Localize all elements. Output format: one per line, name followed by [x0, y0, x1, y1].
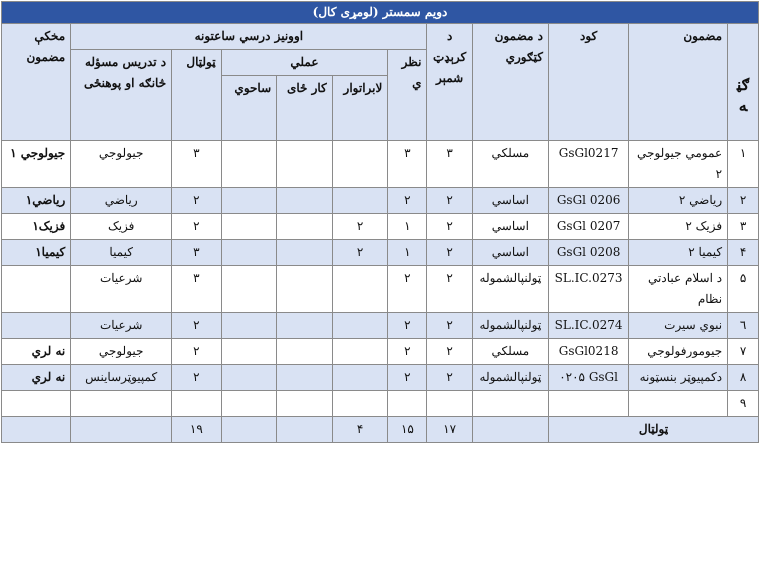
- cell-number: ۷: [728, 339, 759, 365]
- cell-field: [221, 141, 277, 188]
- table-row: [2, 365, 759, 391]
- cell-category: مسلکي: [472, 339, 548, 365]
- cell-total: ۳: [172, 240, 221, 266]
- cell-code: GsGl 0208: [548, 240, 628, 266]
- cell-subject: [629, 391, 728, 417]
- cell-prereq: نه لري: [2, 339, 71, 365]
- cell-category: اساسي: [472, 188, 548, 214]
- totals-total: ۱۹: [172, 417, 221, 443]
- cell-subject: نبوي سیرت: [629, 313, 728, 339]
- header-prereq: مخکې مضمون: [2, 24, 71, 141]
- cell-number: ۴: [728, 240, 759, 266]
- cell-total: ۲: [172, 339, 221, 365]
- cell-theory: ۲: [388, 188, 427, 214]
- cell-subject: عمومي جیولوجي ۲: [629, 141, 728, 188]
- cell-code: GsGl0218: [548, 339, 628, 365]
- totals-lab: ۴: [332, 417, 388, 443]
- cell-code: [548, 391, 628, 417]
- cell-credits: [427, 391, 472, 417]
- header-dept: د تدریس مسؤله څانګه او پوهنځی: [71, 50, 172, 141]
- cell-category: اساسي: [472, 214, 548, 240]
- totals-row: [2, 417, 759, 443]
- cell-lab: ۲: [332, 240, 388, 266]
- cell-dept: ریاضي: [71, 188, 172, 214]
- cell-prereq: کیمیا۱: [2, 240, 71, 266]
- cell-prereq: ریاضي۱: [2, 188, 71, 214]
- cell-theory: [388, 391, 427, 417]
- cell-lab: [332, 365, 388, 391]
- totals-label: ټولټال: [548, 417, 758, 443]
- cell-theory: ۲: [388, 365, 427, 391]
- cell-lab: ۲: [332, 214, 388, 240]
- cell-dept: شرعیات: [71, 266, 172, 313]
- cell-credits: ۲: [427, 365, 472, 391]
- header-weekly-hours: اوونیز درسي ساعتونه: [71, 24, 427, 50]
- cell-field: [221, 391, 277, 417]
- table-row: [2, 266, 759, 313]
- cell-category: [472, 391, 548, 417]
- cell-workshop: [277, 240, 333, 266]
- cell-credits: ۲: [427, 266, 472, 313]
- cell-field: [221, 188, 277, 214]
- table-row: [2, 391, 759, 417]
- totals-prereq: [2, 417, 71, 443]
- header-row: [2, 24, 759, 50]
- table-row: [2, 339, 759, 365]
- header-subject: مضمون: [629, 24, 728, 141]
- cell-category: ټولنپالشموله: [472, 365, 548, 391]
- title-row: [2, 2, 759, 24]
- cell-subject: د اسلام عبادتي نظام: [629, 266, 728, 313]
- cell-dept: کیمیا: [71, 240, 172, 266]
- cell-lab: [332, 339, 388, 365]
- cell-workshop: [277, 188, 333, 214]
- cell-prereq: فزیک۱: [2, 214, 71, 240]
- totals-theory: ۱۵: [388, 417, 427, 443]
- cell-subject: دکمپیوټر بنسټونه: [629, 365, 728, 391]
- header-theory: نظري: [388, 50, 427, 141]
- cell-workshop: [277, 365, 333, 391]
- cell-field: [221, 365, 277, 391]
- cell-credits: ۲: [427, 240, 472, 266]
- header-lab: لابراتوار: [332, 76, 388, 141]
- cell-theory: ۳: [388, 141, 427, 188]
- cell-credits: ۲: [427, 188, 472, 214]
- cell-subject: فزیک ۲: [629, 214, 728, 240]
- cell-dept: [71, 391, 172, 417]
- cell-total: ۲: [172, 313, 221, 339]
- cell-field: [221, 214, 277, 240]
- header-number: ګڼه: [728, 24, 759, 141]
- cell-total: ۳: [172, 266, 221, 313]
- cell-total: ۲: [172, 365, 221, 391]
- cell-field: [221, 313, 277, 339]
- table-title: دویم سمستر (لومړی کال): [2, 2, 759, 24]
- table-row: [2, 313, 759, 339]
- cell-workshop: [277, 266, 333, 313]
- cell-category: ټولنپالشموله: [472, 313, 548, 339]
- table-row: [2, 240, 759, 266]
- header-total: ټولټال: [172, 50, 221, 141]
- cell-field: [221, 240, 277, 266]
- cell-workshop: [277, 313, 333, 339]
- cell-code: GsGl 0206: [548, 188, 628, 214]
- cell-lab: [332, 266, 388, 313]
- cell-prereq: [2, 313, 71, 339]
- cell-number: ۵: [728, 266, 759, 313]
- cell-code: GsGl 0207: [548, 214, 628, 240]
- cell-total: ۳: [172, 141, 221, 188]
- cell-number: ۹: [728, 391, 759, 417]
- cell-prereq: جیولوجي ۱: [2, 141, 71, 188]
- cell-subject: ریاضي ۲: [629, 188, 728, 214]
- cell-number: ۲: [728, 188, 759, 214]
- table-row: [2, 141, 759, 188]
- cell-workshop: [277, 391, 333, 417]
- cell-lab: [332, 391, 388, 417]
- cell-theory: ۲: [388, 266, 427, 313]
- cell-total: ۲: [172, 214, 221, 240]
- cell-total: [172, 391, 221, 417]
- cell-total: ۲: [172, 188, 221, 214]
- totals-workshop: [277, 417, 333, 443]
- cell-field: [221, 266, 277, 313]
- cell-lab: [332, 188, 388, 214]
- header-practical: عملي: [221, 50, 388, 76]
- cell-prereq: [2, 266, 71, 313]
- cell-category: ټولنپالشموله: [472, 266, 548, 313]
- cell-dept: فزیک: [71, 214, 172, 240]
- cell-credits: ۲: [427, 339, 472, 365]
- cell-theory: ۲: [388, 339, 427, 365]
- cell-theory: ۱: [388, 214, 427, 240]
- cell-lab: [332, 141, 388, 188]
- table-row: [2, 214, 759, 240]
- header-workshop: کار ځای: [277, 76, 333, 141]
- totals-dept: [71, 417, 172, 443]
- curriculum-table: [1, 1, 759, 443]
- header-code: کود: [548, 24, 628, 141]
- cell-lab: [332, 313, 388, 339]
- cell-credits: ۲: [427, 313, 472, 339]
- cell-code: SL.IC.0274: [548, 313, 628, 339]
- cell-prereq: [2, 391, 71, 417]
- cell-code: GsGl0217: [548, 141, 628, 188]
- cell-theory: ۲: [388, 313, 427, 339]
- cell-dept: جیولوجي: [71, 339, 172, 365]
- cell-workshop: [277, 214, 333, 240]
- cell-category: اساسي: [472, 240, 548, 266]
- cell-subject: جیومورفولوجي: [629, 339, 728, 365]
- totals-category: [472, 417, 548, 443]
- cell-code: SL.IC.0273: [548, 266, 628, 313]
- cell-theory: ۱: [388, 240, 427, 266]
- cell-workshop: [277, 339, 333, 365]
- cell-workshop: [277, 141, 333, 188]
- cell-field: [221, 339, 277, 365]
- header-field: ساحوي: [221, 76, 277, 141]
- cell-number: ۱: [728, 141, 759, 188]
- totals-field: [221, 417, 277, 443]
- cell-dept: جیولوجي: [71, 141, 172, 188]
- cell-subject: کیمیا ۲: [629, 240, 728, 266]
- table-row: [2, 188, 759, 214]
- cell-number: ۸: [728, 365, 759, 391]
- cell-credits: ۳: [427, 141, 472, 188]
- totals-credits: ۱۷: [427, 417, 472, 443]
- cell-category: مسلکي: [472, 141, 548, 188]
- cell-dept: شرعیات: [71, 313, 172, 339]
- cell-number: ٦: [728, 313, 759, 339]
- cell-credits: ۲: [427, 214, 472, 240]
- cell-number: ۳: [728, 214, 759, 240]
- cell-dept: کمپیوټرساینس: [71, 365, 172, 391]
- header-category: د مضمون کټګوري: [472, 24, 548, 141]
- cell-code: ۰۲۰۵ GsGl: [548, 365, 628, 391]
- header-credits: د کرېډټ شمېر: [427, 24, 472, 141]
- cell-prereq: نه لري: [2, 365, 71, 391]
